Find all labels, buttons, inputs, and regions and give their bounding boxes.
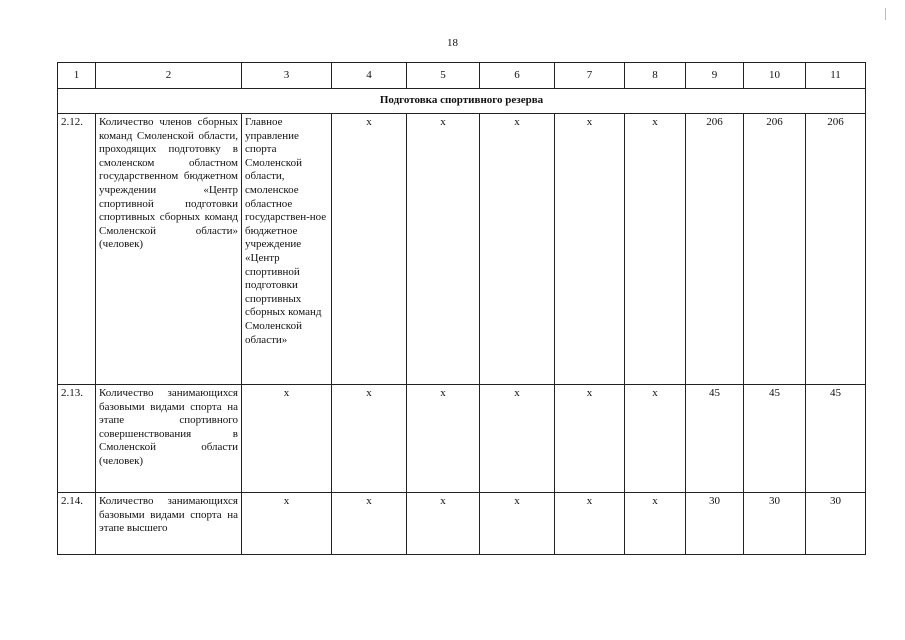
- responsible-executor: Главное управление спорта Смоленской области, смоленское областное государствен-ное бюджетное учреждение «Центр спортивной подготовки спортивных сборных команд Смоленской области»: [242, 114, 332, 385]
- column-header-row: [58, 63, 866, 89]
- table-cell: x: [332, 114, 407, 385]
- indicators-table: [57, 62, 866, 555]
- column-header: 3: [242, 63, 332, 89]
- section-title: Подготовка спортивного резерва: [58, 89, 866, 114]
- column-header: 1: [58, 63, 96, 89]
- table-cell: x: [555, 493, 625, 555]
- responsible-executor: x: [242, 493, 332, 555]
- table-cell: x: [555, 114, 625, 385]
- indicator-name: Количество членов сборных команд Смоленской области, проходящих подготовку в смоленском областном государственном бюджетном учреждении «Центр спортивной подготовки спортивных сборных команд Смоленской области» (человек): [96, 114, 242, 385]
- value-cell: 30: [806, 493, 866, 555]
- row-number: 2.12.: [58, 114, 96, 385]
- table-cell: x: [407, 493, 480, 555]
- column-header: 9: [686, 63, 744, 89]
- column-header: 6: [480, 63, 555, 89]
- value-cell: 45: [686, 385, 744, 493]
- column-header: 4: [332, 63, 407, 89]
- section-row: [58, 89, 866, 114]
- value-cell: 206: [686, 114, 744, 385]
- page-number: 18: [447, 37, 458, 49]
- table-cell: x: [625, 385, 686, 493]
- table-cell: x: [625, 493, 686, 555]
- column-header: 8: [625, 63, 686, 89]
- value-cell: 30: [744, 493, 806, 555]
- value-cell: 45: [806, 385, 866, 493]
- table-cell: x: [555, 385, 625, 493]
- column-header: 5: [407, 63, 480, 89]
- table-cell: x: [332, 493, 407, 555]
- column-header: 10: [744, 63, 806, 89]
- indicator-name: Количество занимающихся базовыми видами спорта на этапе высшего: [96, 493, 242, 555]
- column-header: 11: [806, 63, 866, 89]
- table-row: [58, 114, 866, 385]
- corner-mark: [885, 8, 886, 20]
- table-cell: x: [480, 114, 555, 385]
- indicator-name: Количество занимающихся базовыми видами спорта на этапе спортивного совершенствования в Смоленской области (человек): [96, 385, 242, 493]
- table-row: [58, 493, 866, 555]
- value-cell: 45: [744, 385, 806, 493]
- table-cell: x: [480, 385, 555, 493]
- value-cell: 206: [744, 114, 806, 385]
- table-row: [58, 385, 866, 493]
- table-cell: x: [332, 385, 407, 493]
- row-number: 2.13.: [58, 385, 96, 493]
- table-cell: x: [407, 114, 480, 385]
- row-number: 2.14.: [58, 493, 96, 555]
- value-cell: 30: [686, 493, 744, 555]
- column-header: 2: [96, 63, 242, 89]
- table-cell: x: [480, 493, 555, 555]
- responsible-executor: x: [242, 385, 332, 493]
- value-cell: 206: [806, 114, 866, 385]
- table-cell: x: [625, 114, 686, 385]
- column-header: 7: [555, 63, 625, 89]
- table-cell: x: [407, 385, 480, 493]
